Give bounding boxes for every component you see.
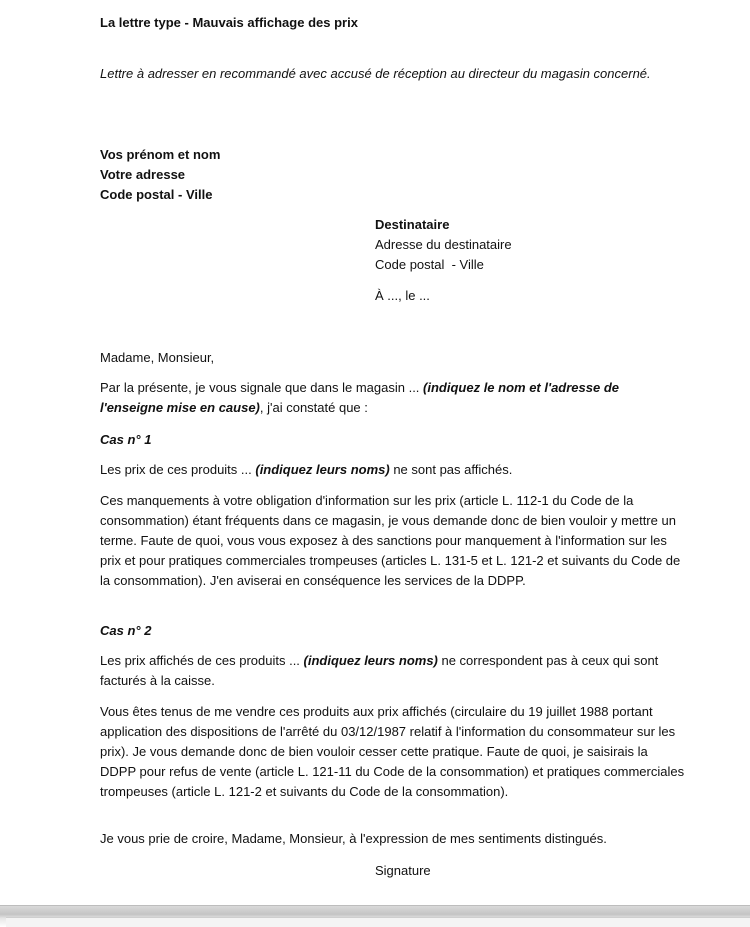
case1-heading: Cas n° 1 [100,432,152,447]
closing-formula: Je vous prie de croire, Madame, Monsieur, à l'expression de mes sentiments distingués. [100,831,607,846]
case2-statement-text: Les prix affichés de ces produits ... [100,653,304,668]
intro-text-end: , j'ai constaté que : [259,400,368,415]
sender-name: Vos prénom et nom [100,147,221,162]
recipient-city: Code postal - Ville [375,257,484,272]
intro-paragraph [100,378,685,418]
letter-title: La lettre type - Mauvais affichage des prix [100,15,358,30]
case1-statement-end: ne sont pas affichés. [389,462,513,477]
signature: Signature [375,863,431,878]
recipient-name: Destinataire [375,217,450,232]
case1-statement [100,460,685,480]
case2-body: Vous êtes tenus de me vendre ces produits aux prix affichés (circulaire du 19 juillet 1988 portant application des dispositions de l'arrêté du 03/12/1987 relatif à l'information du consommateur sur les prix). Je vous demande donc de bien vouloir cesser cette pratique. Faute de quoi, je saisirais la DDPP pour refus de vente (article L. 121-11 du Code de la consommation) et pratiques commerciales trompeuses (article L. 121-2 et suivants du Code de la consommation). [100,704,685,799]
intro-emphasis: (indiquez le nom et l'adresse de l'enseigne mise en cause) [100,380,620,415]
case1-statement-emphasis: (indiquez leurs noms) [255,462,390,477]
case2-statement-end: ne correspondent pas à ceux qui sont facturés à la caisse. [100,653,659,688]
case1-body: Ces manquements à votre obligation d'information sur les prix (article L. 112-1 du Code de la consommation) étant fréquents dans ce magasin, je vous demande donc de bien vouloir y mettre un terme. Faute de quoi, vous vous exposez à des sanctions pour manquement à l'information sur les prix et pour pratiques commerciales trompeuses (articles L. 131-5 et L. 121-2 et suivants du Code de la consommation). J'en aviserai en conséquence les services de la DDPP. [100,493,681,588]
case2-statement [100,651,685,691]
place-date: À ..., le ... [375,288,430,303]
intro-text: Par la présente, je vous signale que dans le magasin ... [100,380,424,395]
recipient-address: Adresse du destinataire [375,237,512,252]
sender-address: Votre adresse [100,167,186,182]
case2-statement-emphasis: (indiquez leurs noms) [303,653,438,668]
salutation: Madame, Monsieur, [100,350,215,365]
sender-city: Code postal - Ville [100,187,213,202]
case1-statement-text: Les prix de ces produits ... [100,462,256,477]
sending-instruction: Lettre à adresser en recommandé avec accusé de réception au directeur du magasin concerné. [100,66,651,81]
case2-heading: Cas n° 2 [100,623,152,638]
